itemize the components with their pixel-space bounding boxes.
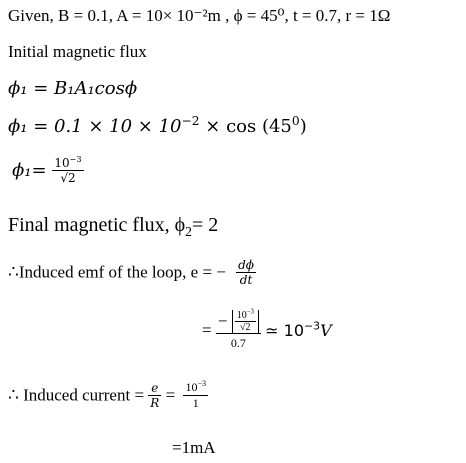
initial-flux-heading	[8, 42, 147, 62]
eq3-lhs: ϕ₁=	[12, 160, 47, 181]
emf2-denominator: 0.7	[216, 333, 261, 351]
current-frac1-denominator: R	[150, 396, 160, 410]
emf2-minus: −	[217, 311, 228, 331]
given-line	[8, 6, 390, 26]
emf2-bracket	[232, 310, 259, 333]
final-flux-sub: 2	[185, 224, 192, 239]
flux-equation-1-text: ϕ₁ = B₁A₁cosϕ	[8, 78, 138, 99]
emf2-result	[265, 321, 331, 340]
flux-equation-3	[12, 156, 84, 185]
emf2-unit: V	[320, 321, 332, 340]
eq3-fraction	[52, 156, 83, 185]
emf2-inner-numerator	[235, 310, 256, 321]
eq3-numerator	[52, 156, 83, 170]
final-result-text: =1mA	[172, 438, 216, 457]
emf2-fraction	[216, 310, 261, 351]
eq2-exponent: −2	[181, 114, 200, 128]
eq2-right: × cos (45	[199, 116, 292, 137]
emf2-result-exp: −3	[304, 319, 321, 333]
emf2-result-base: ≃ 10	[265, 321, 305, 340]
emf2-numerator	[216, 310, 261, 333]
current-line	[8, 380, 208, 411]
emf-denominator: dt	[236, 272, 256, 287]
eq3-denominator: √2	[52, 170, 83, 185]
eq3-num-base: 10	[54, 156, 70, 170]
emf-calculation	[202, 310, 332, 351]
final-flux-label: Final magnetic flux, ϕ	[8, 214, 186, 236]
current-frac2-numerator	[183, 380, 208, 395]
eq2-left: ϕ₁ = 0.1 × 10 × 10	[8, 116, 182, 137]
final-flux-value: = 2	[191, 214, 219, 236]
eq2-degree: 0	[291, 114, 300, 128]
emf2-prefix: =	[202, 320, 212, 340]
initial-flux-label: Initial magnetic flux	[8, 42, 147, 61]
emf2-inner-exp: −3	[246, 308, 254, 316]
current-fraction-1	[148, 381, 161, 410]
eq2-close: )	[299, 116, 307, 137]
current-fraction-2	[183, 380, 208, 411]
current-frac2-num-exp: −3	[197, 379, 207, 388]
emf-fraction	[236, 258, 256, 287]
current-frac2-denominator: 1	[183, 395, 208, 411]
flux-equation-2	[8, 116, 307, 137]
final-result	[172, 438, 216, 458]
emf2-inner-denominator: √2	[235, 321, 256, 333]
emf-numerator: dϕ	[238, 258, 254, 272]
flux-equation-1	[8, 78, 137, 99]
emf-line	[8, 258, 256, 287]
current-label: ∴ Induced current =	[8, 385, 145, 405]
eq3-num-exp: −3	[69, 154, 82, 164]
emf2-inner-base: 10	[236, 310, 247, 321]
emf-label: ∴Induced emf of the loop, e = −	[8, 262, 226, 282]
current-equals: =	[165, 385, 176, 405]
emf2-inner-fraction	[235, 310, 256, 333]
current-frac2-num-base: 10	[185, 380, 198, 394]
current-frac1-numerator: e	[151, 381, 159, 395]
final-flux-line	[8, 214, 218, 237]
given-text: Given, B = 0.1, A = 10× 10⁻²m , ϕ = 45⁰, t = 0.7, r = 1Ω	[8, 6, 391, 25]
